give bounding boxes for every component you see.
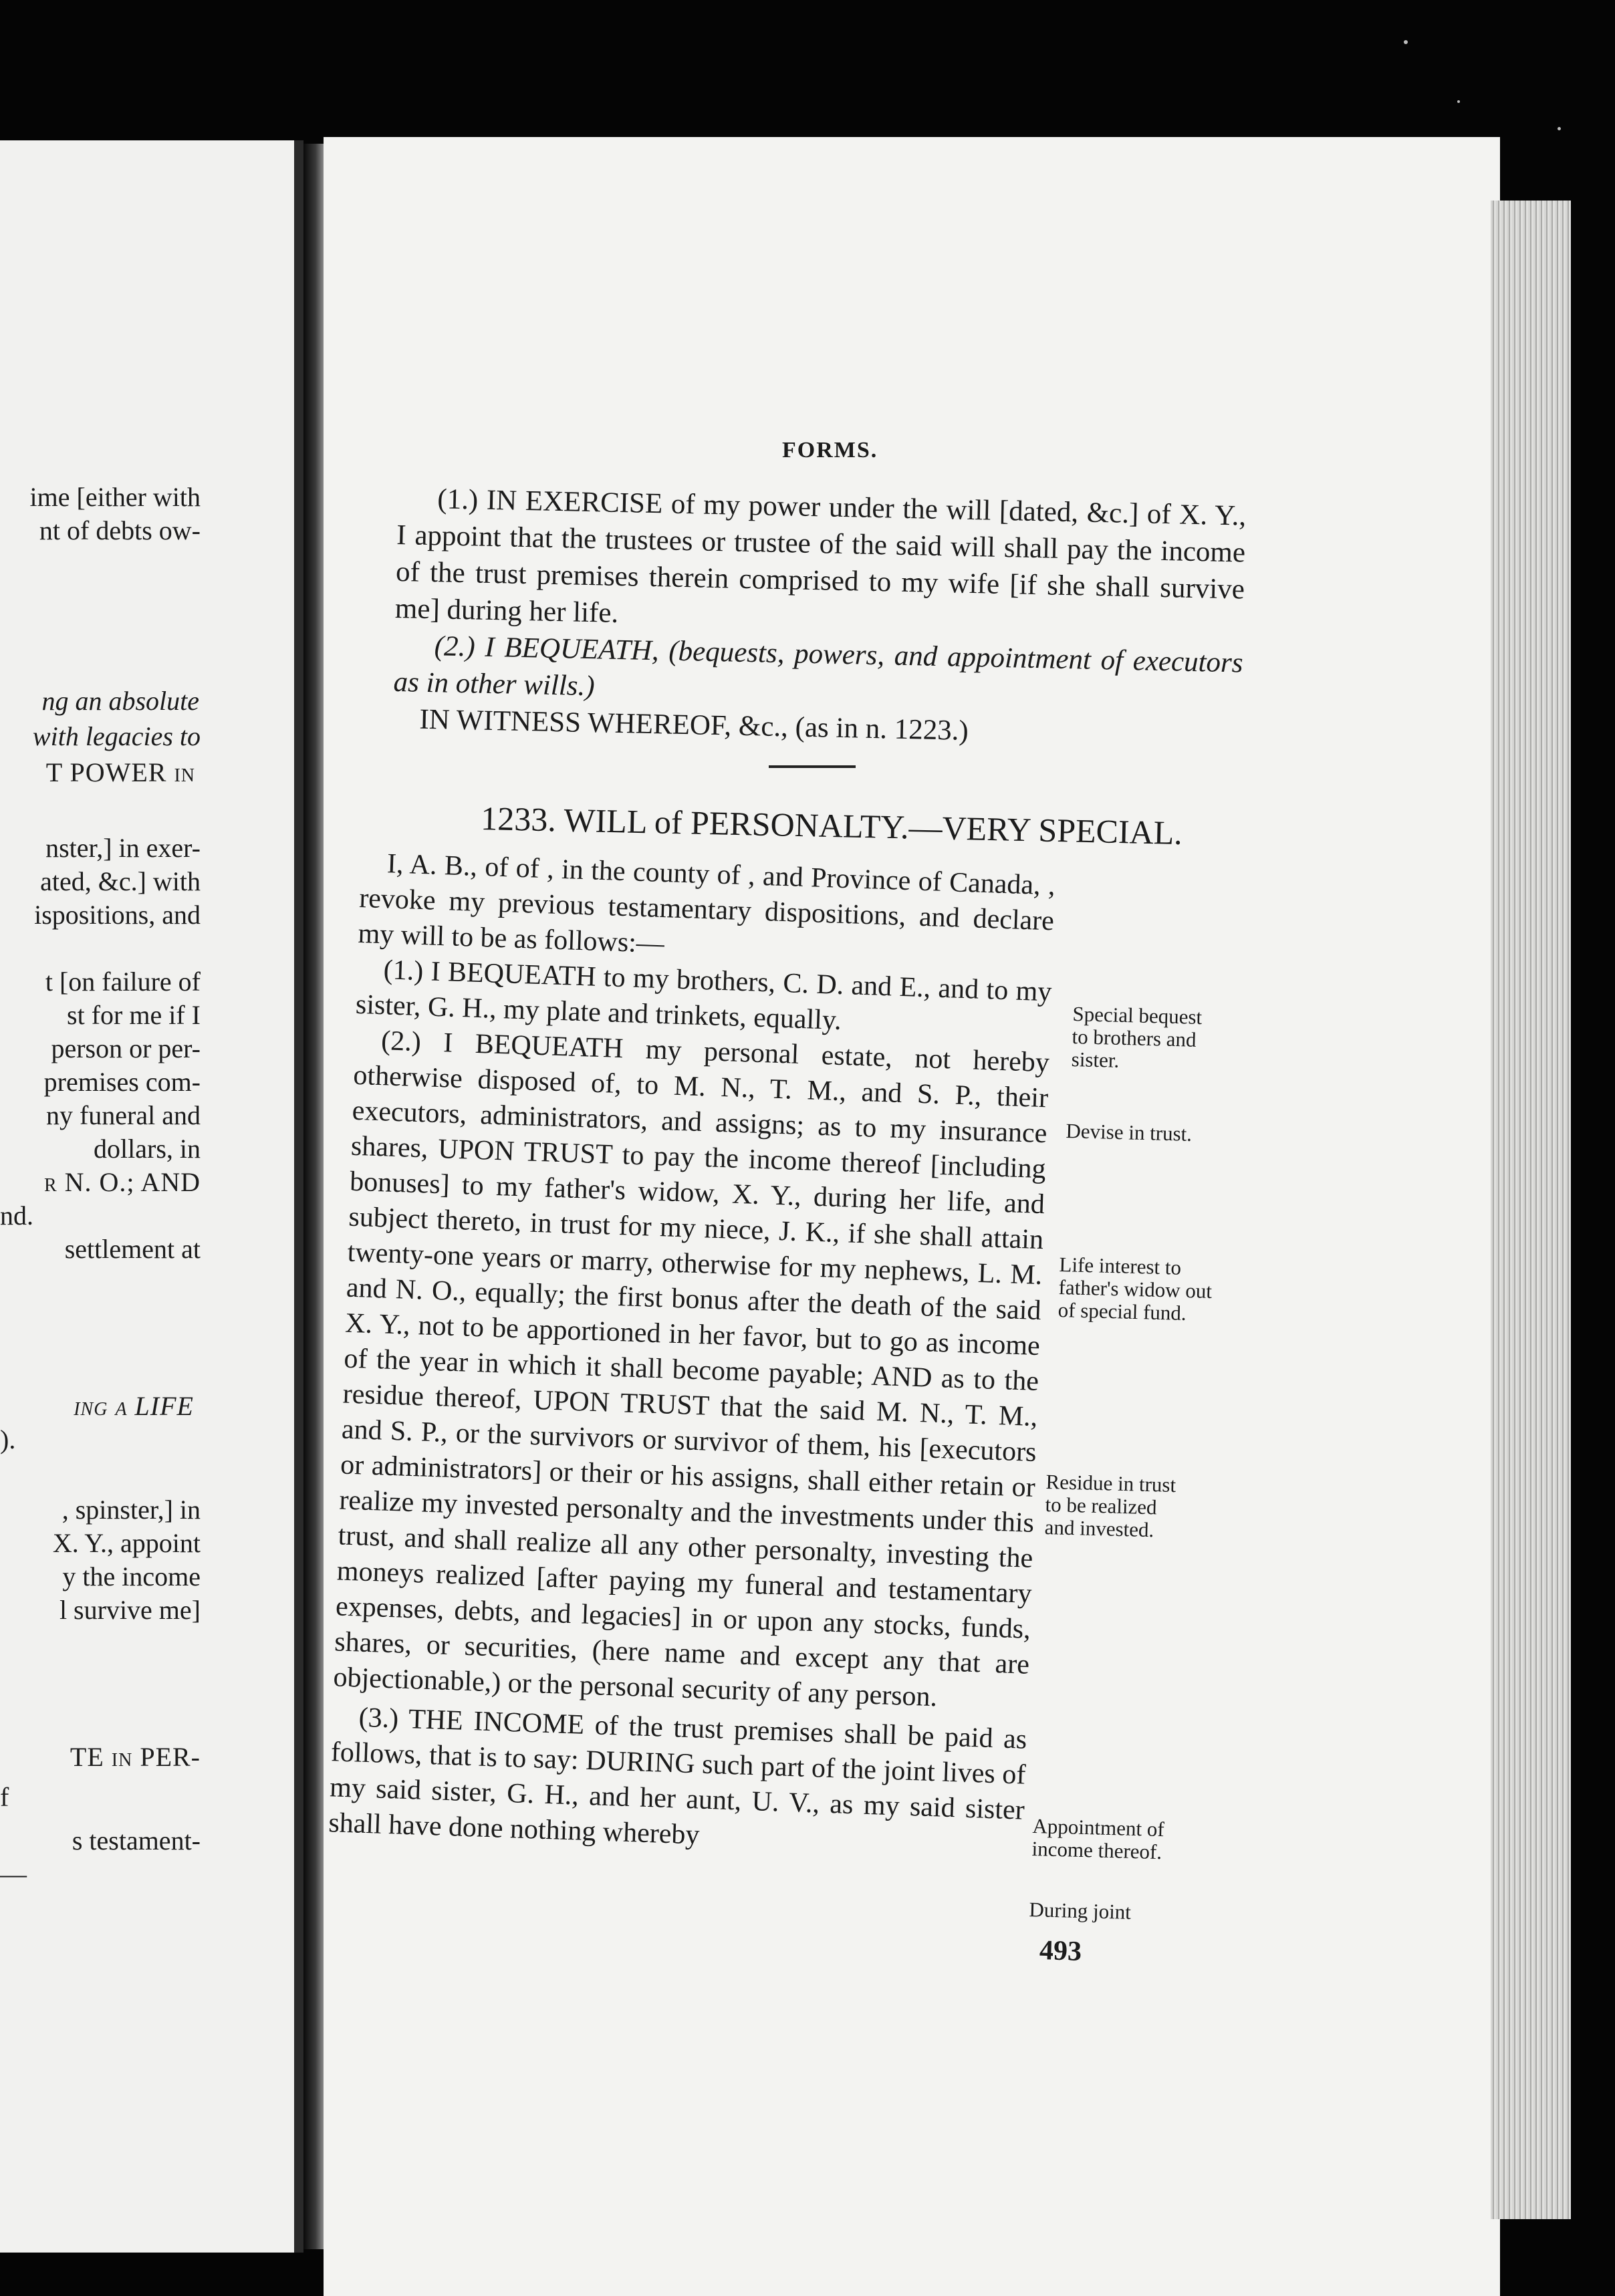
left-line: nt of debts ow- (39, 515, 201, 545)
margin-note-residue: Residue in trust to be realized and invested. (1044, 1470, 1176, 1542)
left-line: ). (0, 1424, 16, 1454)
left-line: ng an absolute (41, 686, 199, 716)
left-line: y the income (62, 1561, 201, 1591)
left-line: nster,] in exer- (45, 833, 201, 863)
margin-note-special-bequest: Special bequest to brothers and sister. (1071, 1002, 1203, 1072)
left-line: s testament- (72, 1825, 201, 1856)
left-line: T POWER in (45, 757, 195, 787)
left-line: l survive me] (59, 1595, 201, 1625)
left-line: f (0, 1782, 9, 1812)
left-line: t [on failure of (45, 967, 201, 997)
intro-paragraph-1: (1.) IN EXERCISE of my power under the will [dated, &c.] of X. Y., I appoint that the trustees or trustee of the said will shall pay the income of the trust premises therein comprised to my wife [if she shall survive me] during her life. (394, 483, 1247, 629)
left-line: premises com- (43, 1067, 201, 1097)
page-edge (1491, 201, 1571, 2219)
left-line: ing a LIFE (74, 1391, 194, 1421)
left-page (0, 140, 303, 2253)
margin-note-during-joint: During joint (1029, 1898, 1132, 1924)
dust-speck (1404, 40, 1408, 44)
left-page-text (0, 140, 294, 2253)
left-line: dollars, in (94, 1134, 201, 1164)
left-line: r N. O.; AND (43, 1167, 201, 1197)
clause-1: (1.) I BEQUEATH to my brothers, C. D. and E., and to my sister, G. H., my plate and trinkets, equally. (355, 954, 1053, 1036)
section-heading: 1233. WILL of PERSONALTY.—VERY SPECIAL. (480, 799, 1183, 852)
margin-note-devise-in-trust: Devise in trust. (1066, 1119, 1193, 1146)
left-line: X. Y., appoint (52, 1528, 201, 1558)
left-line: st for me if I (67, 1000, 201, 1030)
margin-note-life-interest: Life interest to father's widow out of special fund. (1058, 1253, 1213, 1325)
page-number: 493 (1039, 1935, 1082, 1967)
left-line: nd. (0, 1200, 33, 1231)
dust-speck (1457, 100, 1460, 103)
will-body (328, 846, 1056, 1864)
intro-paragraph-2: (2.) I BEQUEATH, (bequests, powers, and appointment of executors as in other wills.) (393, 630, 1244, 703)
clause-2: (2.) I BEQUEATH my personal estate, not hereby otherwise disposed of, to M. N., T. M., and S. P., their executors, administrators, and assigns; as to my insurance shares, UPON TRUST to pay the income thereof [including bonuses] to my father's widow, X. Y., during her life, and subject thereto, in trust for my niece, J. K., if she shall attain twenty-one years or marry, otherwise for my nephews, L. M. and N. O., equally; the first bonus after the death of the said X. Y., not to be apportioned in her favor, but to go as income of the year in which it shall become payable; AND as to the residue thereof, UPON TRUST that the said M. N., T. M., and S. P., or the survivors or survivor of them, his [executors or administrators] or their or his assigns, shall either retain or realize my invested personalty and the investments under this trust, and shall realize all any other personalty, investing the moneys realized [after paying my funeral and testamentary expenses, debts, and legacies] in or upon any stocks, funds, shares, or securities, (here name and except any that are objectionable,) or the personal security of any person. (332, 1025, 1050, 1713)
left-line: — (0, 1859, 27, 1889)
will-opening: I, A. B., of of , in the county of , and Province of Canada, , revoke my previous testamentary dispositions, and declare my will to be as follows:— (357, 848, 1056, 960)
left-line: ispositions, and (34, 900, 201, 930)
running-head: FORMS. (782, 438, 878, 463)
left-line: person or per- (51, 1033, 201, 1063)
intro-paragraph-3: IN WITNESS WHEREOF, &c., (as in n. 1223.) (419, 703, 969, 747)
left-line: TE in PER- (70, 1742, 201, 1772)
left-line: with legacies to (32, 721, 201, 751)
margin-note-appointment: Appointment of income thereof. (1031, 1814, 1165, 1864)
dust-speck (1558, 127, 1561, 130)
left-line: ated, &c.] with (40, 866, 201, 896)
book-gutter (303, 144, 324, 2249)
left-line: ny funeral and (45, 1100, 201, 1130)
intro-block (392, 480, 1247, 755)
section-rule (769, 765, 856, 768)
clause-3: (3.) THE INCOME of the trust premises shall be paid as follows, that is to say: DURING such part of the joint lives of my said sister, G. H., and her aunt, U. V., as my said sister shall have done nothing whereby (328, 1702, 1027, 1851)
left-line: ime [either with (29, 482, 201, 512)
left-line: , spinster,] in (61, 1495, 201, 1525)
left-line: settlement at (64, 1234, 201, 1264)
